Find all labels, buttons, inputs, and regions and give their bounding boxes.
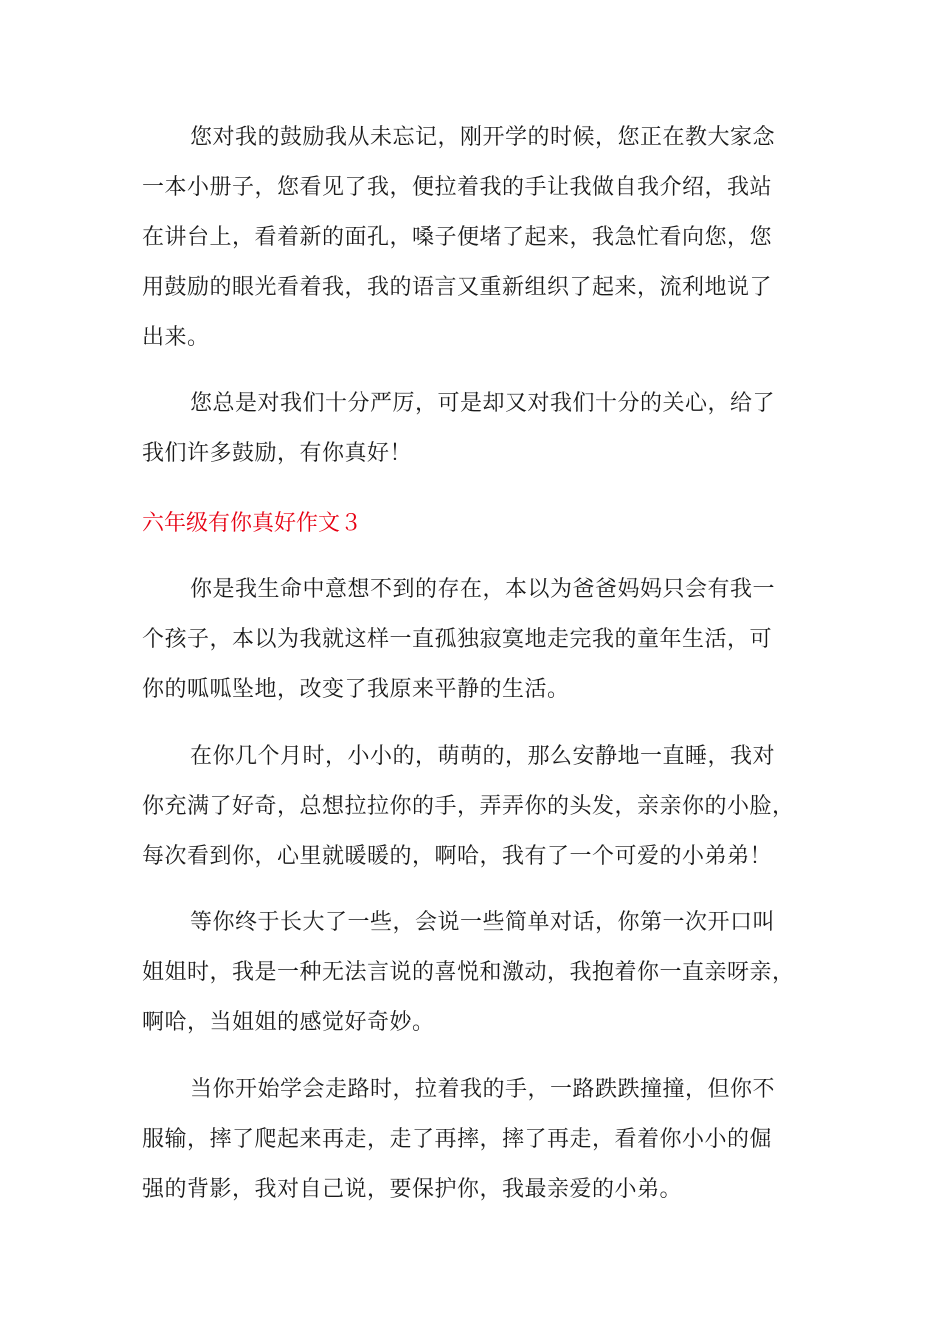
paragraph-line: 你是我生命中意想不到的存在，本以为爸爸妈妈只会有我一 [190,577,776,602]
paragraph-line: 姐姐时，我是一种无法言说的喜悦和激动，我抱着你一直亲呀亲， [142,960,795,985]
paragraph-line: 每次看到你，心里就暖暖的，啊哈，我有了一个可爱的小弟弟！ [142,844,773,869]
paragraph-line: 在你几个月时，小小的，萌萌的，那么安静地一直睡，我对 [190,744,776,769]
paragraph-line: 啊哈，当姐姐的感觉好奇妙。 [142,1010,435,1035]
paragraph-line: 我们许多鼓励，有你真好！ [142,441,413,466]
paragraph-line: 您对我的鼓励我从未忘记，刚开学的时候，您正在教大家念 [190,125,776,150]
section-heading: 六年级有你真好作文３ [142,511,363,536]
paragraph-line: 个孩子，本以为我就这样一直孤独寂寞地走完我的童年生活，可 [142,627,773,652]
paragraph-line: 服输，摔了爬起来再走，走了再摔，摔了再走，看着你小小的倔 [142,1127,773,1152]
paragraph-line: 您总是对我们十分严厉，可是却又对我们十分的关心，给了 [190,391,776,416]
paragraph-line: 强的背影，我对自己说，要保护你，我最亲爱的小弟。 [142,1177,683,1202]
paragraph-line: 在讲台上，看着新的面孔，嗓子便堵了起来，我急忙看向您，您 [142,225,773,250]
paragraph-line: 等你终于长大了一些，会说一些简单对话，你第一次开口叫 [190,910,776,935]
paragraph-line: 出来。 [142,325,210,350]
paragraph-line: 你的呱呱坠地，改变了我原来平静的生活。 [142,677,570,702]
paragraph-line: 一本小册子，您看见了我，便拉着我的手让我做自我介绍，我站 [142,175,773,200]
paragraph-line: 用鼓励的眼光看着我，我的语言又重新组织了起来，流利地说了 [142,275,773,300]
paragraph-line: 你充满了好奇，总想拉拉你的手，弄弄你的头发，亲亲你的小脸， [142,794,795,819]
paragraph-line: 当你开始学会走路时，拉着我的手，一路跌跌撞撞，但你不 [190,1077,776,1102]
